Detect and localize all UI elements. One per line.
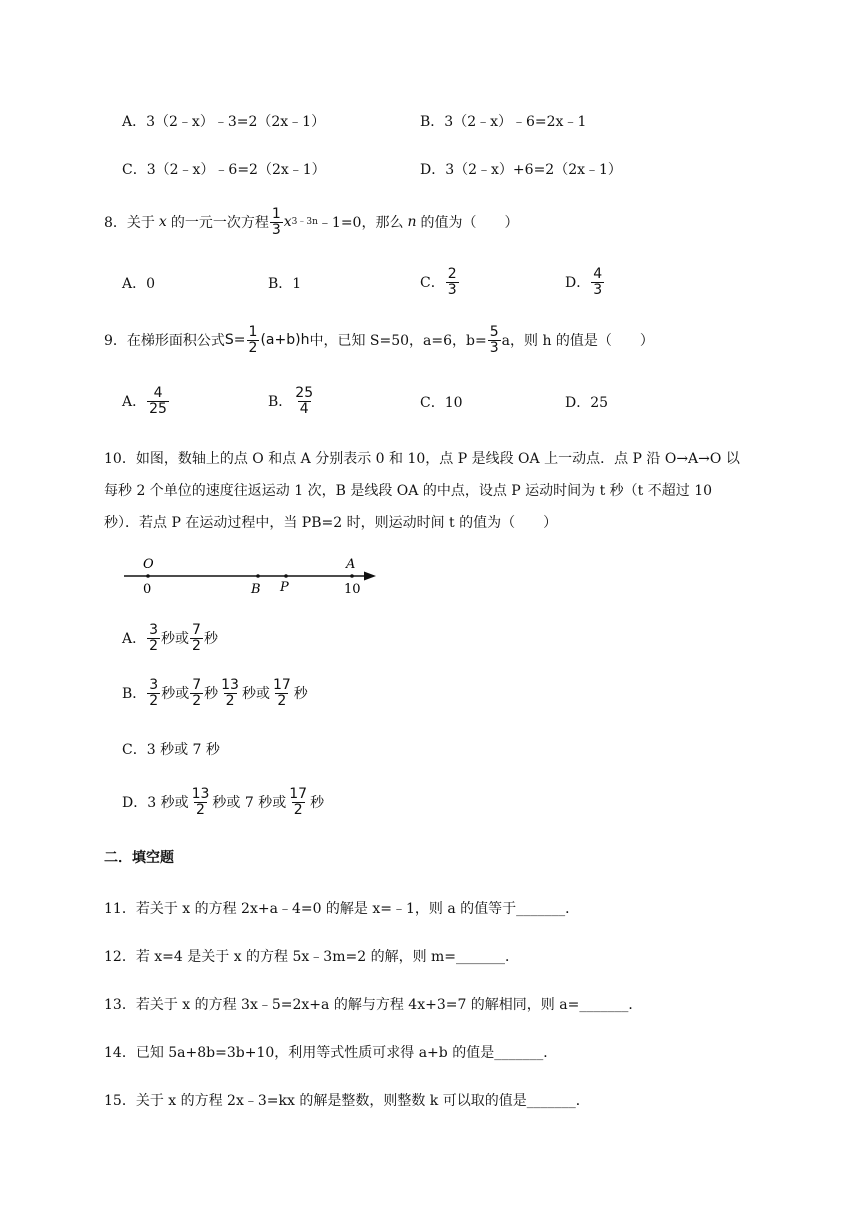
- arrow-right-icon: [364, 572, 376, 581]
- point-b: [256, 574, 260, 578]
- q10-option-b: B． $\frac{3}{2}$ 秒或 $\frac{7}{2}$ 秒 $\frac{13}{2}$ 秒或 $\frac{17}{2}$ 秒: [122, 676, 308, 709]
- q10-option-c: C．3 秒或 7 秒: [122, 742, 220, 758]
- label-ten: 10: [344, 582, 361, 597]
- q9-stem: 9．在梯形面积公式 S= $\frac{1}{2}$ (a+b)h 中，已知 S=50，a=6，b= $\frac{5}{3}$ a，则 h 的值是（ ）: [104, 323, 654, 356]
- q7-option-c: C．3（2﹣x）﹣6=2（2x﹣1）: [122, 162, 326, 178]
- label-b: B: [251, 582, 261, 597]
- q7-option-d: D．3（2﹣x）+6=2（2x﹣1）: [420, 162, 622, 178]
- label-a: A: [346, 557, 356, 572]
- q7-option-b: B．3（2﹣x）﹣6=2x﹣1: [420, 114, 587, 130]
- question-14: 14．已知 5a+8b=3b+10，利用等式性质可求得 a+b 的值是_______．: [104, 1045, 558, 1061]
- label-o: O: [143, 557, 154, 572]
- q8-option-c: C． $\frac{2}{3}$: [420, 265, 457, 298]
- q9-formula-fraction: $\frac{1}{2}$: [248, 323, 258, 356]
- q7-option-a: A．3（2﹣x）﹣3=2（2x﹣1）: [122, 114, 326, 130]
- question-13: 13．若关于 x 的方程 3x﹣5=2x+a 的解与方程 4x+3=7 的解相同，则 a=_______．: [104, 997, 643, 1013]
- point-p: [284, 574, 288, 578]
- q10-stem-line-1: 10．如图，数轴上的点 O 和点 A 分别表示 0 和 10，点 P 是线段 OA 上一动点．点 P 沿 O→A→O 以: [104, 451, 740, 467]
- number-line-diagram: [118, 552, 388, 600]
- point-o: [146, 574, 150, 578]
- point-a: [350, 574, 354, 578]
- q9-option-c: C．10: [420, 395, 463, 411]
- q10-stem-line-3: 秒）．若点 P 在运动过程中，当 PB=2 时，则运动时间 t 的值为（ ）: [104, 515, 558, 531]
- q9-option-b: B． $\frac{25}{4}$: [268, 384, 314, 417]
- q10-option-a: A． $\frac{3}{2}$ 秒或 $\frac{7}{2}$ 秒: [122, 621, 218, 654]
- q8-option-a: A．0: [122, 276, 156, 292]
- q9-option-a: A． $\frac{4}{25}$: [122, 384, 167, 417]
- label-p: P: [280, 580, 289, 595]
- q10-option-d: D．3 秒或 $\frac{13}{2}$ 秒或 7 秒或 $\frac{17}{2}$ 秒: [122, 785, 325, 818]
- q8-option-b: B．1: [268, 276, 302, 292]
- question-12: 12．若 x=4 是关于 x 的方程 5x﹣3m=2 的解，则 m=_______．: [104, 949, 520, 965]
- label-zero: 0: [143, 582, 152, 597]
- question-11: 11．若关于 x 的方程 2x+a﹣4=0 的解是 x=﹣1，则 a 的值等于_______．: [104, 901, 580, 917]
- question-15: 15．关于 x 的方程 2x﹣3=kx 的解是整数，则整数 k 可以取的值是_______．: [104, 1093, 590, 1109]
- q10-stem-line-2: 每秒 2 个单位的速度往返运动 1 次，B 是线段 OA 的中点，设点 P 运动时间为 t 秒（t 不超过 10: [104, 483, 713, 499]
- q8-fraction: $\frac{1}{3}$: [271, 205, 281, 238]
- q9-option-d: D．25: [565, 395, 609, 411]
- q8-stem: 8．关于 x 的一元一次方程 $\frac{1}{3}$ x 3﹣3n ﹣1=0，那么 n 的值为（ ）: [104, 205, 519, 238]
- section-heading-fill-in: 二．填空题: [104, 850, 174, 866]
- q8-option-d: D． $\frac{4}{3}$: [565, 265, 603, 298]
